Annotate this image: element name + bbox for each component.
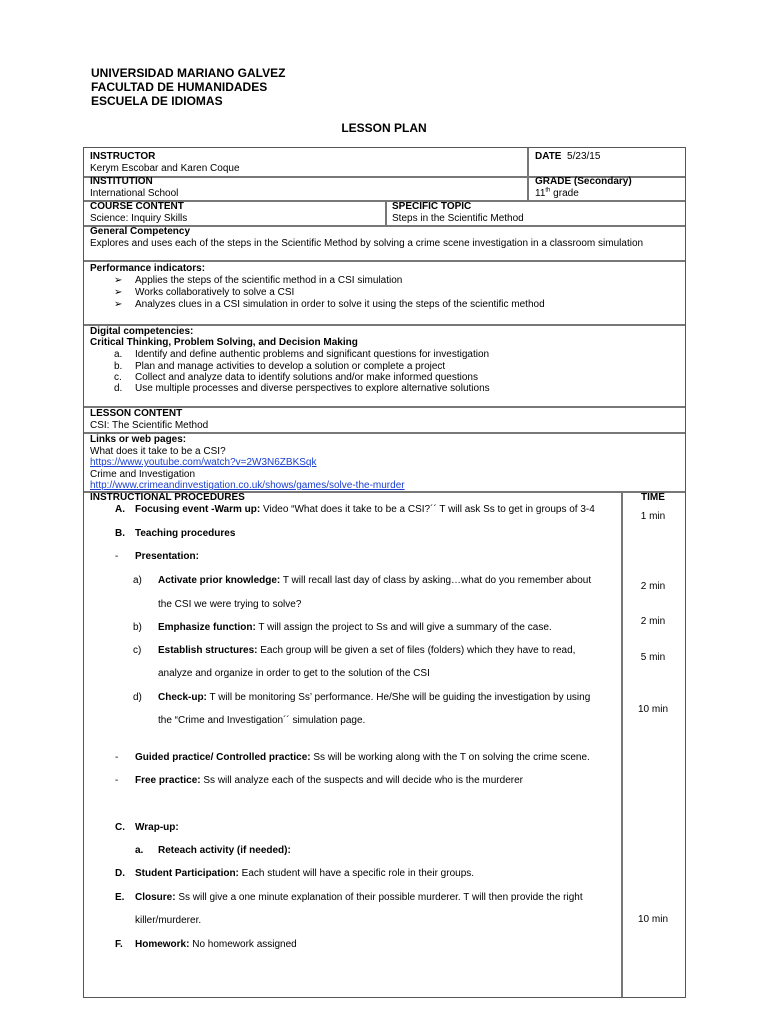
bullet-icon: ➢ bbox=[114, 299, 123, 310]
digital-sublabel: Critical Thinking, Problem Solving, and Decision Making bbox=[90, 337, 358, 348]
lesson-content-value: CSI: The Scientific Method bbox=[90, 420, 209, 431]
emphasize-function-step: Emphasize function: T will assign the project to Ss and will give a summary of the case. bbox=[158, 622, 552, 633]
digital-item: Plan and manage activities to develop a solution or complete a project bbox=[135, 361, 446, 372]
digital-item: Collect and analyze data to identify solutions and/or make informed questions bbox=[135, 372, 478, 383]
institution-header bbox=[91, 66, 285, 108]
performance-item: Analyzes clues in a CSI simulation in order to solve it using the steps of the scientific method bbox=[135, 299, 545, 310]
list-mark: F. bbox=[115, 939, 123, 950]
procedures-label: INSTRUCTIONAL PROCEDURES bbox=[90, 492, 245, 503]
dash-mark: - bbox=[115, 752, 119, 763]
presentation-heading: Presentation: bbox=[135, 551, 199, 562]
list-mark: a. bbox=[135, 845, 144, 856]
grade-value: 11th grade bbox=[535, 187, 579, 199]
prior-knowledge-step-cont: the CSI we were trying to solve? bbox=[158, 599, 302, 610]
bullet-icon: ➢ bbox=[114, 275, 123, 286]
performance-item: Applies the steps of the scientific method in a CSI simulation bbox=[135, 275, 403, 286]
youtube-link[interactable]: https://www.youtube.com/watch?v=2W3N6ZBKSqk bbox=[90, 457, 317, 468]
prior-knowledge-step: Activate prior knowledge: T will recall last day of class by asking…what do you remember about bbox=[158, 575, 592, 586]
row-divider bbox=[84, 260, 685, 262]
check-up-step-cont: the “Crime and Investigation´´ simulation page. bbox=[158, 715, 366, 726]
warm-up-step: Focusing event -Warm up: Video “What does it take to be a CSI?´´ T will ask Ss to get in groups of 3-4 bbox=[135, 504, 595, 515]
lesson-content-label: LESSON CONTENT bbox=[90, 408, 183, 419]
list-mark: b. bbox=[114, 361, 123, 372]
wrap-up-heading: Wrap-up: bbox=[135, 822, 179, 833]
grade-label: GRADE (Secondary) bbox=[535, 176, 632, 187]
links-label: Links or web pages: bbox=[90, 434, 187, 445]
date-label: DATE bbox=[535, 151, 562, 162]
faculty-name: FACULTAD DE HUMANIDADES bbox=[91, 80, 268, 94]
university-name: UNIVERSIDAD MARIANO GALVEZ bbox=[91, 66, 286, 80]
list-mark: c) bbox=[133, 645, 142, 656]
dash-mark: - bbox=[115, 551, 119, 562]
time-value: 10 min bbox=[637, 914, 668, 925]
closure-step-cont: killer/murderer. bbox=[135, 915, 202, 926]
list-mark: b) bbox=[133, 622, 142, 633]
lesson-plan-table bbox=[83, 147, 686, 998]
performance-item: Works collaboratively to solve a CSI bbox=[135, 287, 295, 298]
list-mark: E. bbox=[115, 892, 125, 903]
establish-structures-step-cont: analyze and organize in order to get to the solution of the CSI bbox=[158, 668, 430, 679]
time-value: 1 min bbox=[640, 511, 666, 522]
closure-step: Closure: Ss will give a one minute explanation of their possible murderer. T will then provide the right bbox=[135, 892, 583, 903]
institution-value: International School bbox=[90, 188, 179, 199]
specific-topic-value: Steps in the Scientific Method bbox=[392, 213, 524, 224]
dash-mark: - bbox=[115, 775, 119, 786]
time-value: 2 min bbox=[640, 581, 666, 592]
school-name: ESCUELA DE IDIOMAS bbox=[91, 94, 223, 108]
digital-item: Identify and define authentic problems and significant questions for investigation bbox=[135, 349, 490, 360]
list-mark: d) bbox=[133, 692, 142, 703]
crime-investigation-link[interactable]: http://www.crimeandinvestigation.co.uk/shows/games/solve-the-murder bbox=[90, 480, 405, 491]
date-value: 5/23/15 bbox=[567, 151, 601, 162]
instructor-value: Kerym Escobar and Karen Coque bbox=[90, 163, 240, 174]
establish-structures-step: Establish structures: Each group will be given a set of files (folders) which they have to read, bbox=[158, 645, 576, 656]
list-mark: d. bbox=[114, 383, 123, 394]
course-content-label: COURSE CONTENT bbox=[90, 201, 184, 212]
list-mark: a. bbox=[114, 349, 123, 360]
list-mark: a) bbox=[133, 575, 142, 586]
specific-topic-label: SPECIFIC TOPIC bbox=[392, 201, 472, 212]
page-title: LESSON PLAN bbox=[341, 121, 427, 135]
free-practice-step: Free practice: Ss will analyze each of the suspects and will decide who is the murderer bbox=[135, 775, 523, 786]
time-value: 5 min bbox=[640, 652, 666, 663]
teaching-procedures-heading: Teaching procedures bbox=[135, 528, 236, 539]
general-competency-label: General Competency bbox=[90, 226, 191, 237]
link-question-2: Crime and Investigation bbox=[90, 469, 196, 480]
column-divider bbox=[385, 200, 387, 227]
homework-step: Homework: No homework assigned bbox=[135, 939, 297, 950]
column-divider bbox=[527, 148, 529, 202]
time-label: TIME bbox=[641, 492, 665, 503]
course-content-value: Science: Inquiry Skills bbox=[90, 213, 188, 224]
performance-label: Performance indicators: bbox=[90, 263, 206, 274]
student-participation-step: Student Participation: Each student will have a specific role in their groups. bbox=[135, 868, 475, 879]
general-competency-value: Explores and uses each of the steps in the Scientific Method by solving a crime scene investigation in a classroom simulation bbox=[90, 238, 644, 249]
list-mark: D. bbox=[115, 868, 125, 879]
digital-item: Use multiple processes and diverse perspectives to explore alternative solutions bbox=[135, 383, 490, 394]
time-value: 2 min bbox=[640, 616, 666, 627]
institution-label: INSTITUTION bbox=[90, 176, 153, 187]
time-value: 10 min bbox=[637, 704, 668, 715]
reteach-activity-heading: Reteach activity (if needed): bbox=[158, 845, 291, 856]
guided-practice-step: Guided practice/ Controlled practice: Ss will be working along with the T on solving the crime scene. bbox=[135, 752, 590, 763]
bullet-icon: ➢ bbox=[114, 287, 123, 298]
check-up-step: Check-up: T will be monitoring Ss’ performance. He/She will be guiding the investigation by using bbox=[158, 692, 591, 703]
list-mark: B. bbox=[115, 528, 125, 539]
list-mark: A. bbox=[115, 504, 125, 515]
list-mark: C. bbox=[115, 822, 125, 833]
link-question-1: What does it take to be a CSI? bbox=[90, 446, 226, 457]
digital-label: Digital competencies: bbox=[90, 326, 194, 337]
instructor-label: INSTRUCTOR bbox=[90, 151, 156, 162]
column-divider bbox=[621, 491, 623, 997]
list-mark: c. bbox=[114, 372, 122, 383]
date-field bbox=[535, 151, 600, 163]
